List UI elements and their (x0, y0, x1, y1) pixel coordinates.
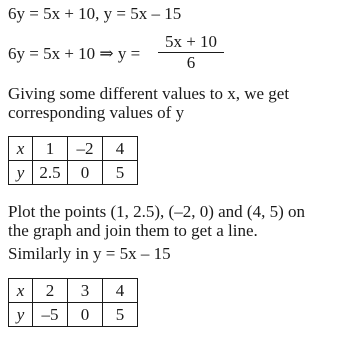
table-cell: 4 (103, 137, 138, 161)
paragraph-line: Plot the points (1, 2.5), (–2, 0) and (4, 5) on (8, 202, 305, 221)
table-cell-head: x (9, 137, 33, 161)
table-row (9, 279, 138, 303)
paragraph-line: Giving some different values to x, we get (8, 84, 290, 103)
table-cell: 0 (68, 161, 103, 185)
equation-solve-y: 6y = 5x + 10 ⇒ y = (8, 44, 141, 63)
table-cell: 5 (103, 303, 138, 327)
table-cell: 2.5 (33, 161, 68, 185)
table-cell: 0 (68, 303, 103, 327)
table-cell-head: x (9, 279, 33, 303)
fraction-numerator: 5x + 10 (164, 32, 218, 51)
fraction (158, 33, 224, 72)
table-row (9, 161, 138, 185)
values-table-1 (8, 136, 138, 185)
table-row (9, 303, 138, 327)
equation-pair: 6y = 5x + 10, y = 5x – 15 (8, 4, 182, 23)
table-cell: 1 (33, 137, 68, 161)
table-cell: 4 (103, 279, 138, 303)
table-cell: –5 (33, 303, 68, 327)
table-cell: 5 (103, 161, 138, 185)
table-cell-head: y (9, 161, 33, 185)
table-cell: 3 (68, 279, 103, 303)
paragraph-line: Similarly in y = 5x – 15 (8, 244, 171, 263)
table-cell: –2 (68, 137, 103, 161)
values-table-2 (8, 278, 138, 327)
table-cell: 2 (33, 279, 68, 303)
table-cell-head: y (9, 303, 33, 327)
paragraph-line: the graph and join them to get a line. (8, 221, 258, 240)
fraction-denominator: 6 (186, 53, 196, 72)
table-row (9, 137, 138, 161)
paragraph-line: corresponding values of y (8, 103, 185, 122)
